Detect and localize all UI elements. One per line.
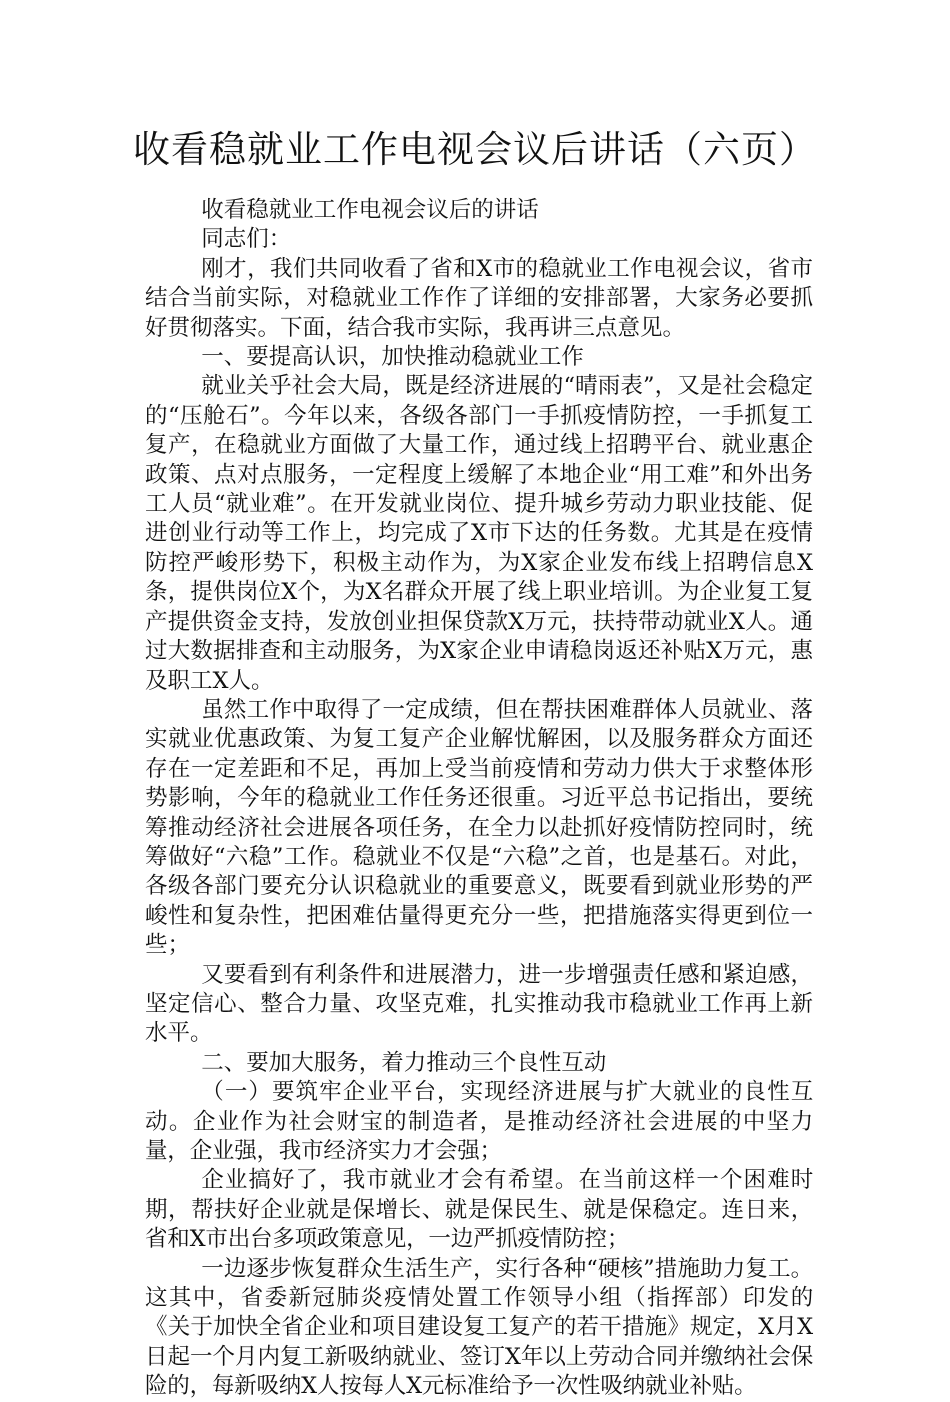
salutation: 同志们： [201,226,292,253]
speech-heading: 收看稳就业工作电视会议后的讲话 [201,197,539,223]
subsection-paragraph: （一）要筑牢企业平台，实现经济进展与扩大就业的良性互动。企业作为社会财宝的制造者，是推动经济社会进展的中坚力量，企业强，我市经济实力才会强； [145,1079,813,1164]
intro-paragraph: 刚才，我们共同收看了省和X市的稳就业工作电视会议，省市结合当前实际，对稳就业工作作了详细的安排部署，大家务必要抓好贯彻落实。下面，结合我市实际，我再讲三点意见。 [145,255,813,341]
body-paragraph: 就业关乎社会大局，既是经济进展的“晴雨表”，又是社会稳定的“压舱石”。今年以来，各级各部门一手抓疫情防控，一手抓复工复产，在稳就业方面做了大量工作，通过线上招聘平台、就业惠企政策、点对点服务，一定程度上缓解了本地企业“用工难”和外出务工人员“就业难”。在开发就业岗位、提升城乡劳动力职业技能、促进创业行动等工作上，均完成了X市下达的任务数。尤其是在疫情防控严峻形势下，积极主动作为，为X家企业发布线上招聘信息X条，提供岗位X个，为X名群众开展了线上职业培训。为企业复工复产提供资金支持，发放创业担保贷款X万元，扶持带动就业X人。通过大数据排查和主动服务，为X家企业申请稳岗返还补贴X万元，惠及职工X人。 [145,373,813,694]
body-paragraph: 企业搞好了，我市就业才会有希望。在当前这样一个困难时期，帮扶好企业就是保增长、就是保民生、就是保稳定。连日来，省和X市出台多项政策意见，一边严抓疫情防控； [145,1167,813,1253]
body-paragraph: 又要看到有利条件和进展潜力，进一步增强责任感和紧迫感，坚定信心、整合力量、攻坚克难，扎实推动我市稳就业工作再上新水平。 [145,961,813,1047]
document-body [145,196,813,1402]
body-paragraph: 一边逐步恢复群众生活生产，实行各种“硬核”措施助力复工。这其中，省委新冠肺炎疫情处置工作领导小组（指挥部）印发的《关于加快全省企业和项目建设复工复产的若干措施》规定，X月X日起一个月内复工新吸纳就业、签订X年以上劳动合同并缴纳社会保险的，每新吸纳X人按每人X元标准给予一次性吸纳就业补贴。 [145,1255,813,1400]
document-title: 收看稳就业工作电视会议后讲话（六页） [133,128,817,171]
body-paragraph: 虽然工作中取得了一定成绩，但在帮扶困难群体人员就业、落实就业优惠政策、为复工复产企业解忧解困，以及服务群众方面还存在一定差距和不足，再加上受当前疫情和劳动力供大于求整体形势影响，今年的稳就业工作任务还很重。习近平总书记指出，要统筹推动经济社会进展各项任务，在全力以赴抓好疫情防控同时，统筹做好“六稳”工作。稳就业不仅是“六稳”之首，也是基石。对此，各级各部门要充分认识稳就业的重要意义，既要看到就业形势的严峻性和复杂性，把困难估量得更充分一些，把措施落实得更到位一些； [145,696,813,959]
section-heading-1: 一、要提高认识，加快推动稳就业工作 [201,344,584,371]
section-heading-2: 二、要加大服务，着力推动三个良性互动 [201,1049,607,1076]
